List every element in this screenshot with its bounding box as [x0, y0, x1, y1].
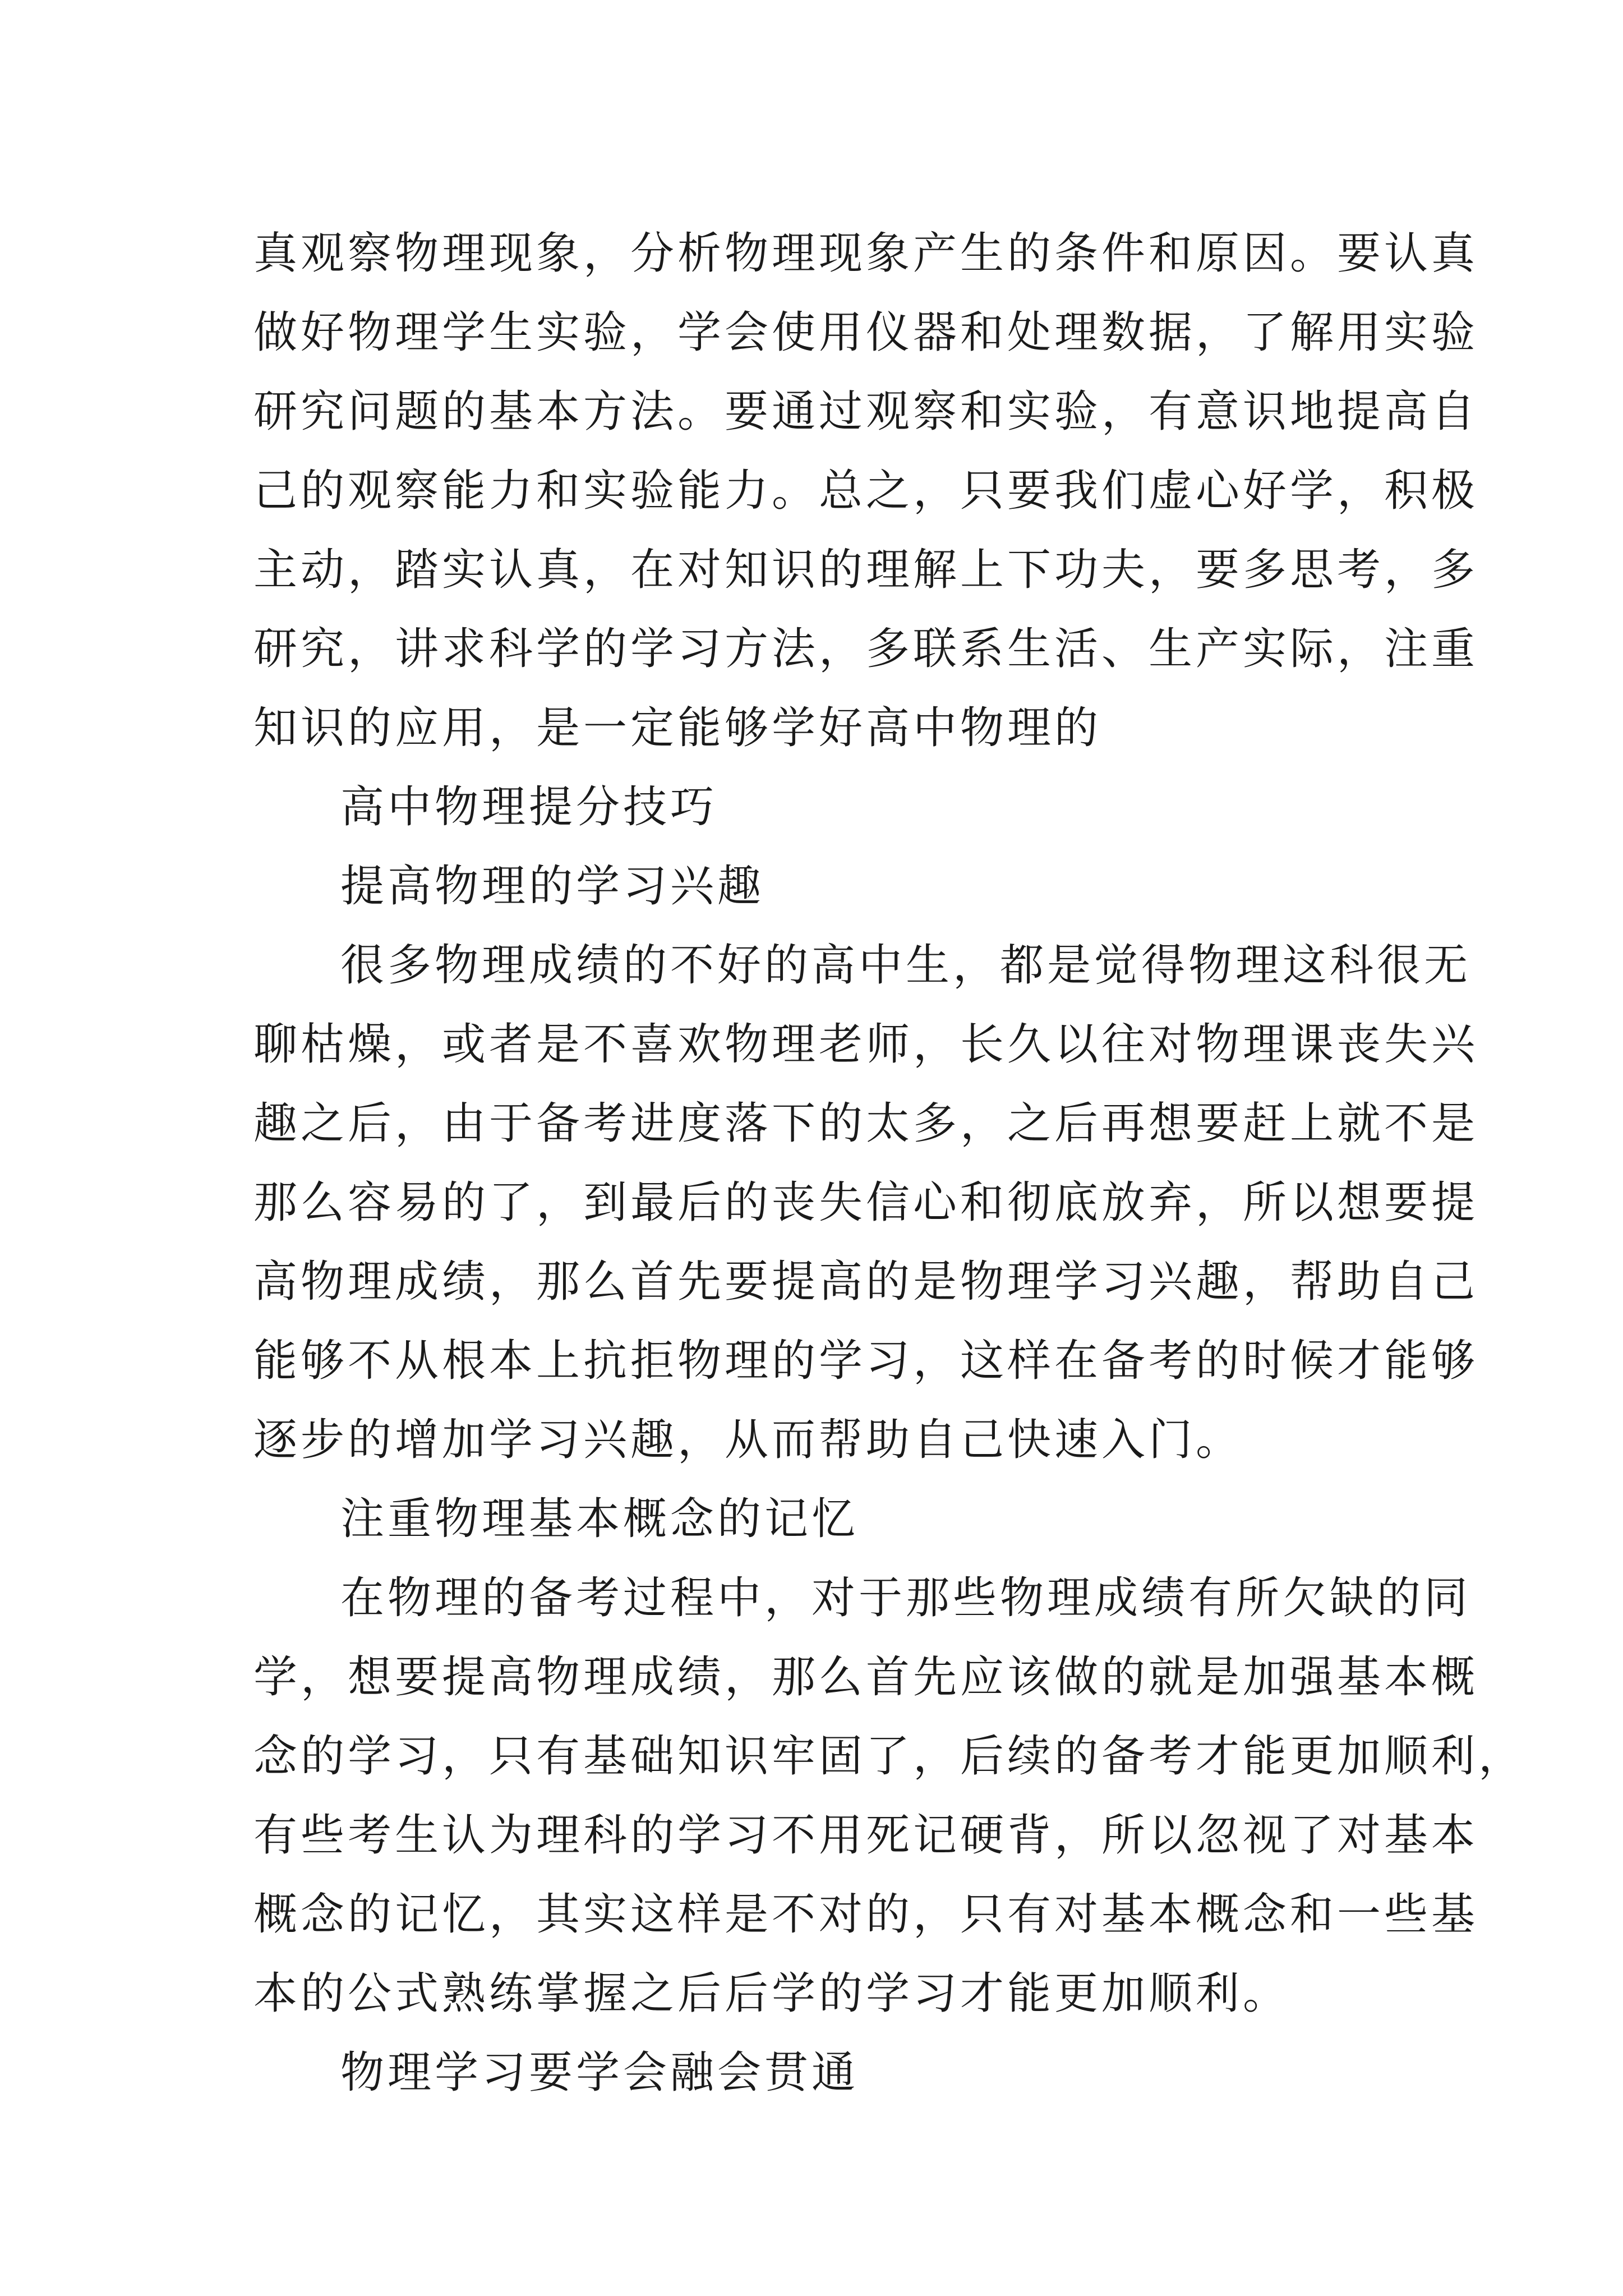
text-line: 趣之后，由于备考进度落下的太多，之后再想要赶上就不是: [253, 1098, 1479, 1149]
text-line: 知识的应用，是一定能够学好高中物理的: [253, 703, 1102, 753]
section-heading: 高中物理提分技巧: [340, 782, 718, 832]
text-line: 念的学习，只有基础知识牢固了，后续的备考才能更加顺利，: [253, 1731, 1526, 1782]
subsection-heading: 提高物理的学习兴趣: [340, 861, 765, 912]
subsection-heading: 注重物理基本概念的记忆: [340, 1494, 859, 1544]
text-line: 有些考生认为理科的学习不用死记硬背，所以忽视了对基本: [253, 1810, 1479, 1861]
text-line: 真观察物理现象，分析物理现象产生的条件和原因。要认真: [253, 228, 1479, 279]
text-line: 高物理成绩，那么首先要提高的是物理学习兴趣，帮助自己: [253, 1257, 1479, 1307]
text-line: 主动，踏实认真，在对知识的理解上下功夫，要多思考，多: [253, 545, 1479, 595]
text-line: 研究问题的基本方法。要通过观察和实验，有意识地提高自: [253, 386, 1479, 437]
text-line: 聊枯燥，或者是不喜欢物理老师，长久以往对物理课丧失兴: [253, 1019, 1479, 1070]
text-line: 做好物理学生实验，学会使用仪器和处理数据，了解用实验: [253, 307, 1479, 358]
text-line: 在物理的备考过程中，对于那些物理成绩有所欠缺的同: [340, 1573, 1472, 1623]
text-line: 概念的记忆，其实这样是不对的，只有对基本概念和一些基: [253, 1889, 1479, 1940]
text-line: 逐步的增加学习兴趣，从而帮助自己快速入门。: [253, 1415, 1243, 1465]
text-line: 本的公式熟练掌握之后后学的学习才能更加顺利。: [253, 1968, 1290, 2019]
document-page: [253, 214, 1526, 2113]
text-line: 那么容易的了，到最后的丧失信心和彻底放弃，所以想要提: [253, 1177, 1479, 1228]
text-line: 己的观察能力和实验能力。总之，只要我们虚心好学，积极: [253, 466, 1479, 516]
text-line: 学，想要提高物理成绩，那么首先应该做的就是加强基本概: [253, 1652, 1479, 1703]
text-line: 研究，讲求科学的学习方法，多联系生活、生产实际，注重: [253, 624, 1479, 674]
subsection-heading: 物理学习要学会融会贯通: [340, 2047, 859, 2098]
text-line: 能够不从根本上抗拒物理的学习，这样在备考的时候才能够: [253, 1336, 1479, 1386]
text-line: 很多物理成绩的不好的高中生，都是觉得物理这科很无: [340, 940, 1472, 991]
